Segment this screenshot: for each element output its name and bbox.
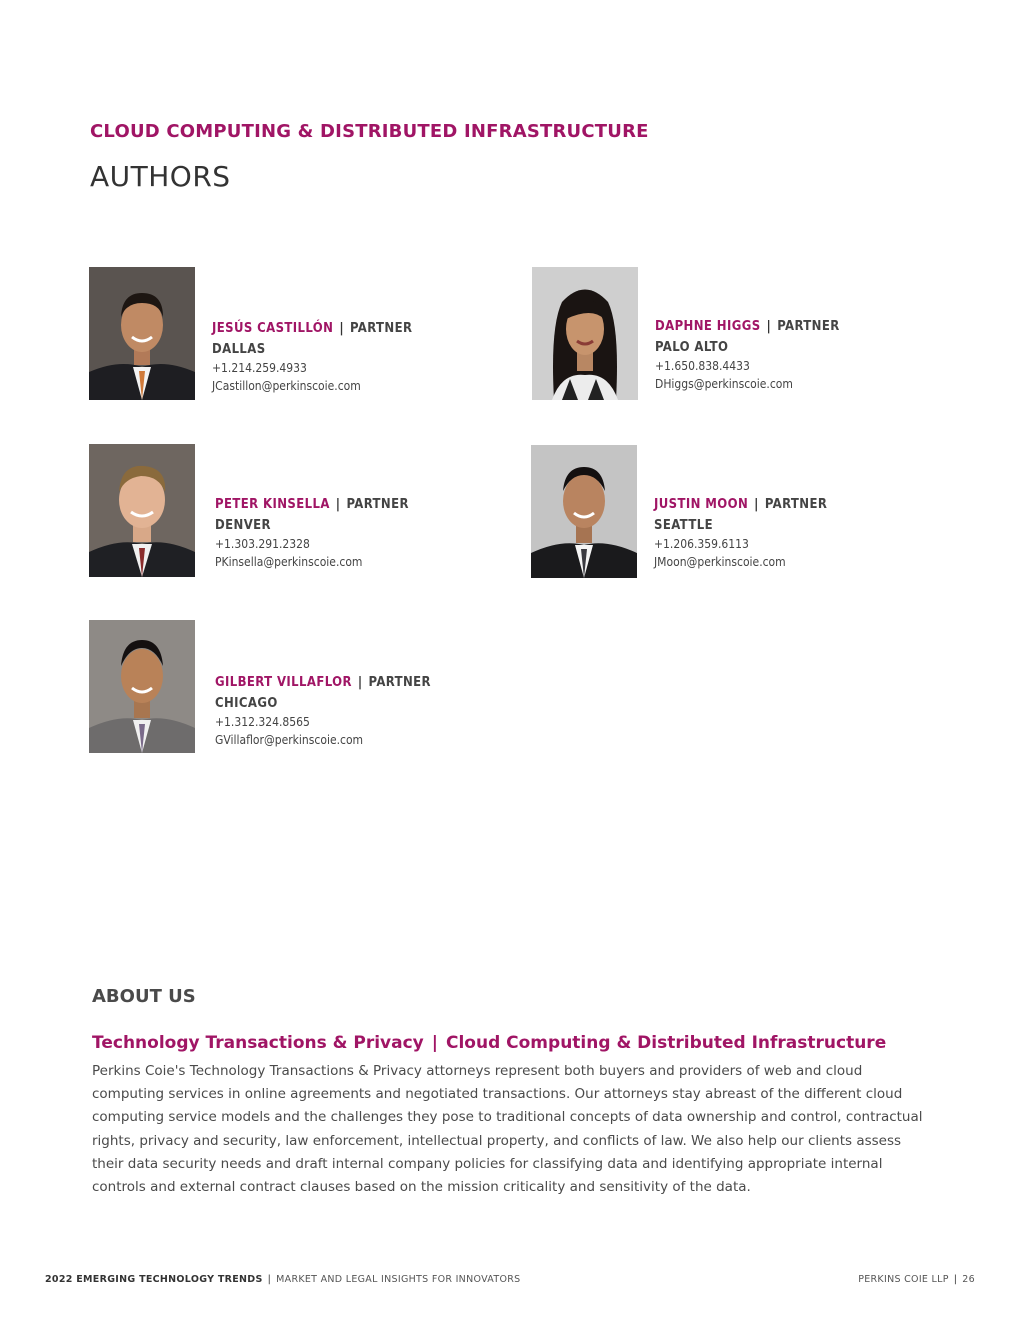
author-title: PARTNER [368,675,431,690]
author-phone: +1.650.838.4433 [655,359,750,373]
footer-right [858,1274,975,1285]
author-phone: +1.214.259.4933 [212,361,307,375]
author-photo [89,267,195,400]
author-title: PARTNER [346,497,409,512]
author-city: CHICAGO [215,696,278,711]
about-practices [92,1033,886,1053]
separator: | [431,1033,438,1053]
author-city: SEATTLE [654,518,713,533]
page-number: 26 [962,1274,975,1285]
author-photo [532,267,638,400]
footer-left [45,1274,520,1285]
about-heading: ABOUT US [92,986,196,1007]
author-name: JUSTIN MOON [654,497,749,512]
author-phone: +1.312.324.8565 [215,715,310,729]
separator: | [766,319,772,334]
author-photo [89,620,195,753]
separator: | [335,497,341,512]
author-phone: +1.206.359.6113 [654,537,749,551]
author-name-line [215,675,431,690]
author-name-line [212,321,412,336]
footer-tagline: MARKET AND LEGAL INSIGHTS FOR INNOVATORS [276,1274,521,1285]
author-name-line [655,319,840,334]
separator: | [754,497,759,512]
author-name: PETER KINSELLA [215,497,330,512]
separator: | [267,1274,272,1285]
author-title: PARTNER [764,497,828,512]
footer-firm: PERKINS COIE LLP [858,1274,949,1285]
author-email[interactable]: PKinsella@perkinscoie.com [215,555,363,569]
author-city: DENVER [215,518,271,533]
separator: | [953,1274,958,1285]
author-name: DAPHNE HIGGS [655,319,761,334]
author-email[interactable]: JCastillon@perkinscoie.com [212,379,361,393]
author-photo [89,444,195,577]
author-phone: +1.303.291.2328 [215,537,310,551]
author-city: PALO ALTO [655,340,729,355]
page-title: AUTHORS [90,160,231,193]
author-name: GILBERT VILLAFLOR [215,675,352,690]
author-email[interactable]: JMoon@perkinscoie.com [654,555,786,569]
practice-link-tech-transactions[interactable]: Technology Transactions & Privacy [92,1033,424,1053]
footer-publication: 2022 EMERGING TECHNOLOGY TRENDS [45,1274,263,1285]
author-name-line [654,497,827,512]
author-email[interactable]: GVillaflor@perkinscoie.com [215,733,364,747]
separator: | [357,675,363,690]
practice-link-cloud-computing[interactable]: Cloud Computing & Distributed Infrastructure [445,1033,887,1053]
author-city: DALLAS [212,342,266,357]
section-kicker: CLOUD COMPUTING & DISTRIBUTED INFRASTRUCTURE [90,121,649,142]
author-title: PARTNER [350,321,413,336]
author-email[interactable]: DHiggs@perkinscoie.com [655,377,793,391]
author-title: PARTNER [777,319,840,334]
about-body: Perkins Coie's Technology Transactions & Privacy attorneys represent both buyers and providers of web and cloud computing services in online agreements and negotiated transactions. Our attorneys stay abreast of the different cloud computing service models and the challenges they pose to traditional concepts of data ownership and control, contractual rights, privacy and security, law enforcement, intellectual property, and conflicts of law. We also help our clients assess their data security needs and draft internal company policies for classifying data and identifying appropriate internal controls and external contract clauses based on the mission criticality and sensitivity of the data. [92,1063,923,1196]
author-photo [531,445,637,578]
author-name: JESÚS CASTILLÓN [212,321,334,336]
author-name-line [215,497,409,512]
separator: | [339,321,344,336]
